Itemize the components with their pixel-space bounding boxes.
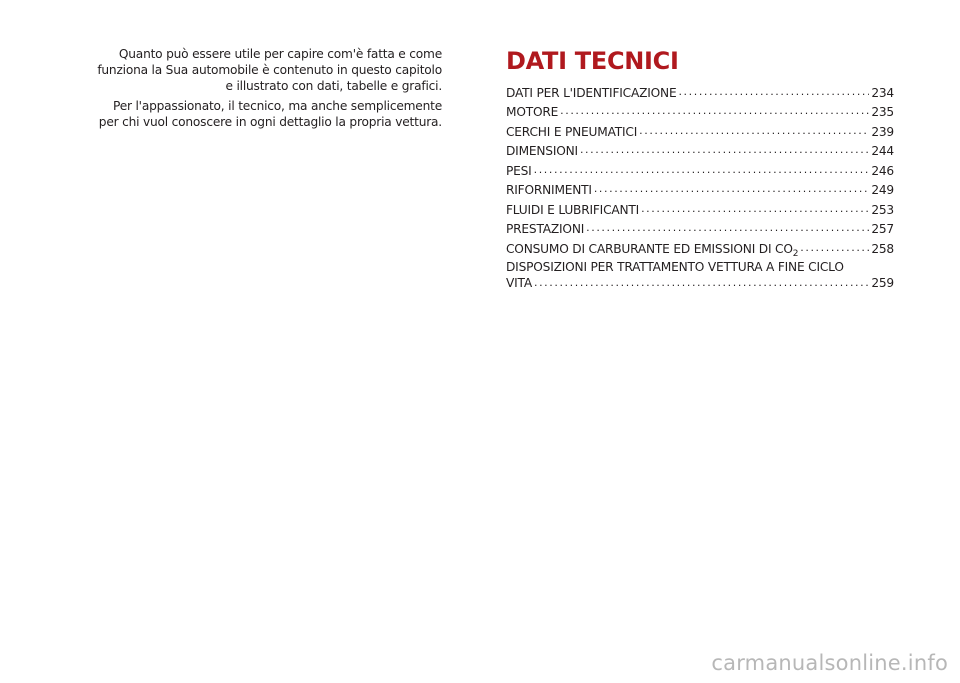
toc-entry-label: RIFORNIMENTI xyxy=(506,183,592,197)
site-watermark: carmanualsonline.info xyxy=(711,651,948,675)
toc-entry-label-line-1: DISPOSIZIONI PER TRATTAMENTO VETTURA A FINE CICLO xyxy=(506,259,844,274)
toc-entry-pesi[interactable] xyxy=(506,158,894,178)
toc-page-number: 234 xyxy=(871,85,894,100)
toc-page-number: 249 xyxy=(871,183,894,197)
toc-entry-label: PESI xyxy=(506,163,532,178)
toc-entry-fluidi-lubrificanti[interactable] xyxy=(506,197,894,217)
table-of-contents xyxy=(506,80,894,291)
toc-leader-dots xyxy=(560,103,869,119)
toc-entry-fine-ciclo-vita[interactable] xyxy=(506,259,894,291)
toc-leader-dots xyxy=(534,275,869,291)
toc-entry-label: FLUIDI E LUBRIFICANTI xyxy=(506,202,640,217)
toc-entry-dimensioni[interactable] xyxy=(506,139,894,159)
toc-entry-label: DATI PER L'IDENTIFICAZIONE xyxy=(506,85,677,100)
intro-paragraph-2: Per l'appassionato, il tecnico, ma anche semplicemente per chi vuol conoscere in ogni dettaglio la propria vettura. xyxy=(98,99,442,129)
toc-leader-dots xyxy=(639,123,869,139)
toc-entry-consumo-emissioni[interactable] xyxy=(506,236,894,259)
toc-leader-dots xyxy=(580,142,869,158)
toc-entry-rifornimenti[interactable] xyxy=(506,178,894,198)
toc-leader-dots xyxy=(641,201,869,217)
toc-leader-dots xyxy=(800,240,869,256)
toc-page-number: 244 xyxy=(871,144,894,158)
toc-entry-motore[interactable] xyxy=(506,100,894,120)
toc-entry-label xyxy=(506,241,799,259)
toc-leader-dots xyxy=(594,181,870,197)
toc-entry-label: PRESTAZIONI xyxy=(506,222,585,236)
toc-page-number: 259 xyxy=(871,275,894,290)
toc-page-number: 258 xyxy=(871,241,894,256)
co2-subscript: 2 xyxy=(792,248,799,259)
toc-entry-label-line-2: VITA xyxy=(506,275,532,290)
toc-leader-dots xyxy=(586,220,869,236)
chapter-intro xyxy=(96,46,442,134)
toc-entry-cerchi-pneumatici[interactable] xyxy=(506,119,894,139)
toc-entry-identificazione[interactable] xyxy=(506,80,894,100)
toc-entry-label: DIMENSIONI xyxy=(506,144,578,158)
toc-leader-dots xyxy=(678,84,869,100)
toc-page-number: 246 xyxy=(871,163,894,178)
toc-entry-prestazioni[interactable] xyxy=(506,217,894,237)
toc-page-number: 239 xyxy=(871,124,894,139)
toc-entry-label: CERCHI E PNEUMATICI xyxy=(506,124,638,139)
intro-paragraph-1: Quanto può essere utile per capire com'è fatta e come funziona la Sua automobile è contenuto in questo capitolo e illustrato con dati, tabelle e grafici. xyxy=(97,47,442,93)
toc-page-number: 253 xyxy=(871,202,894,217)
toc-entry-label: MOTORE xyxy=(506,105,559,119)
toc-leader-dots xyxy=(534,162,870,178)
toc-page-number: 257 xyxy=(871,222,894,236)
toc-entry-label-text: CONSUMO DI CARBURANTE ED EMISSIONI DI CO xyxy=(506,241,793,256)
toc-page-number: 235 xyxy=(871,105,894,119)
chapter-title: DATI TECNICI xyxy=(506,47,679,75)
